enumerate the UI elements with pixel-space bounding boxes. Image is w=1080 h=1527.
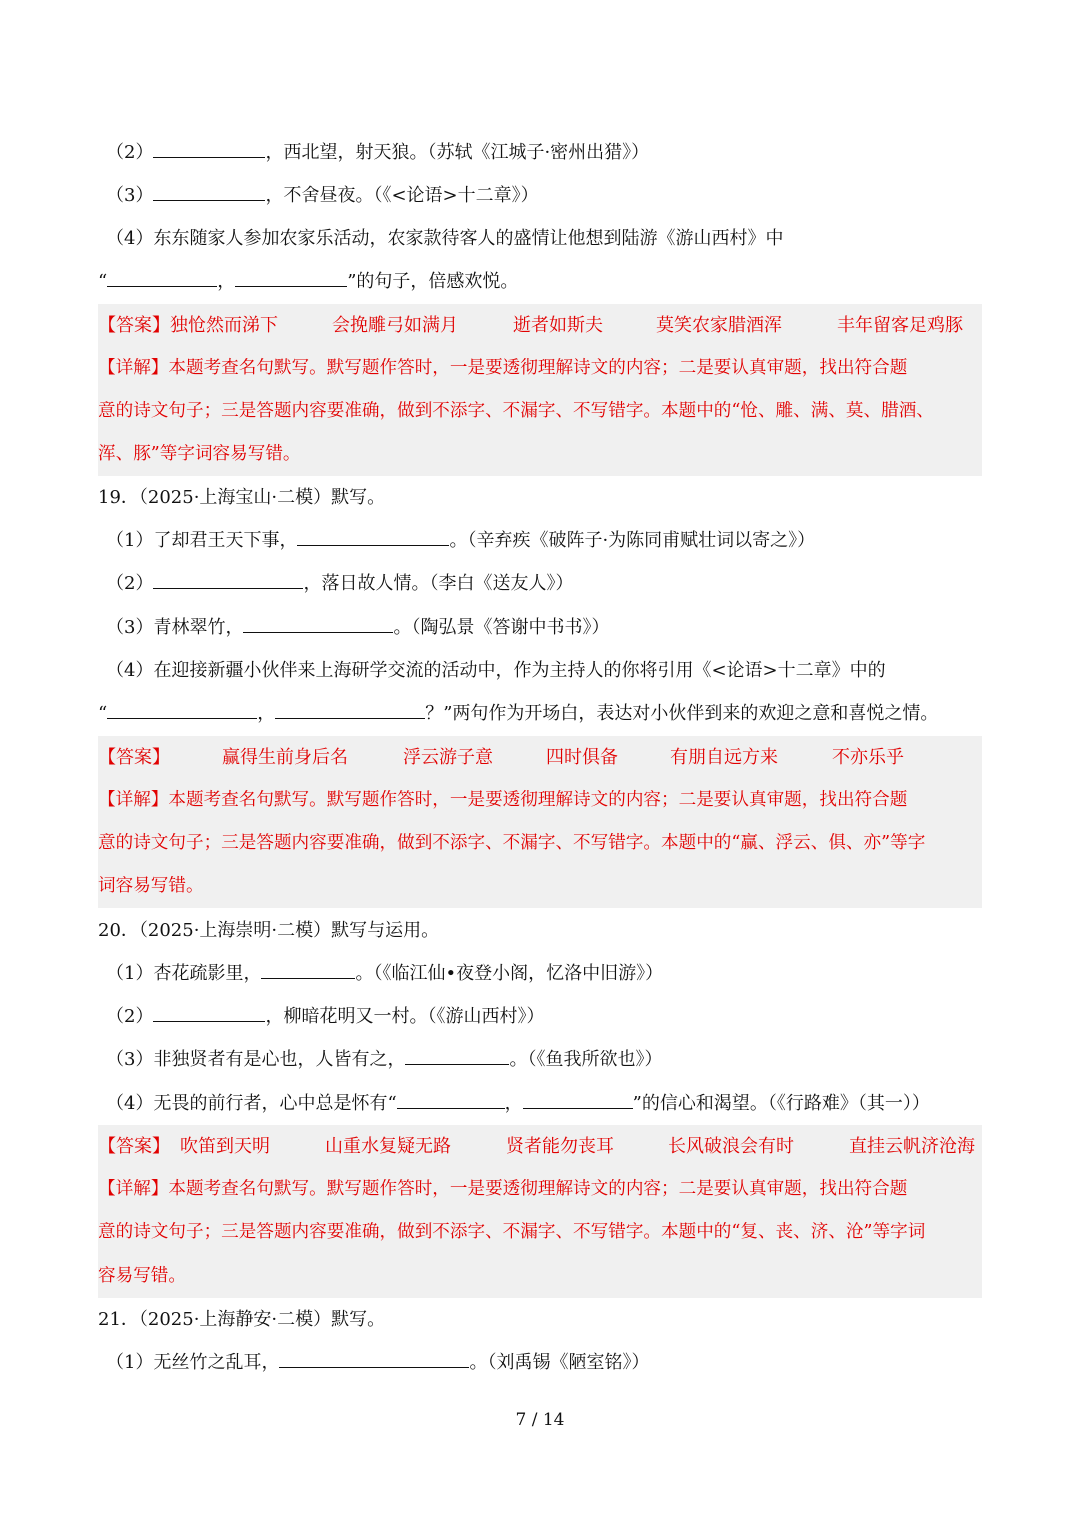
- q20-answer: 【答案】 吹笛到天明 山重水复疑无路 贤者能勿丧耳 长风破浪会有时 直挂云帆济沧海: [98, 1136, 975, 1157]
- fill-blank[interactable]: [107, 696, 257, 719]
- q20-detail-2: 意的诗文句子；三是答题内容要准确，做到不添字、不漏字、不写错字。本题中的“复、丧、济、沧”等字词: [98, 1222, 926, 1242]
- fill-blank[interactable]: [397, 1086, 505, 1109]
- fill-blank[interactable]: [153, 178, 265, 201]
- q19-item-2: （2） ，落日故人情。（李白《送友人》）: [106, 562, 990, 605]
- fill-blank[interactable]: [235, 264, 347, 287]
- fill-blank[interactable]: [153, 999, 265, 1022]
- q18-answer: 【答案】独怆然而涕下 会挽雕弓如满月 逝者如斯夫 莫笑农家腊酒浑 丰年留客足鸡豚: [98, 315, 963, 336]
- q18-item-3: （3） ，不舍昼夜。（《<论语>十二章》）: [106, 174, 990, 217]
- q19-item-3: （3）青林翠竹， 。（陶弘景《答谢中书书》）: [106, 606, 990, 649]
- fill-blank[interactable]: [153, 566, 303, 589]
- q19-answer: 【答案】 赢得生前身后名 浮云游子意 四时俱备 有朋自远方来 不亦乐乎: [98, 747, 904, 768]
- fill-blank[interactable]: [107, 264, 217, 287]
- q18-detail-3: 浑、豚”等字词容易写错。: [98, 444, 301, 464]
- q18-detail-1: 【详解】本题考查名句默写。默写题作答时，一是要透彻理解诗文的内容；二是要认真审题，找出符合题: [98, 358, 908, 378]
- q19-detail-1: 【详解】本题考查名句默写。默写题作答时，一是要透彻理解诗文的内容；二是要认真审题，找出符合题: [98, 790, 908, 810]
- q20-item-3: （3）非独贤者有是心也，人皆有之， 。（《鱼我所欲也》）: [106, 1038, 990, 1081]
- q20-title: 20．（2025·上海崇明·二模）默写与运用。: [98, 920, 440, 941]
- fill-blank[interactable]: [275, 696, 425, 719]
- q19-detail-2: 意的诗文句子；三是答题内容要准确，做到不添字、不漏字、不写错字。本题中的“赢、浮云、俱、亦”等字: [98, 833, 926, 853]
- q18-item-4: （4）东东随家人参加农家乐活动，农家款待客人的盛情让他想到陆游《游山西村》中: [106, 228, 784, 249]
- fill-blank[interactable]: [297, 523, 449, 546]
- q18-item-4-cont: “ ， ”的句子，倍感欢悦。: [98, 260, 982, 303]
- q20-item-1: （1）杏花疏影里， 。（《临江仙•夜登小阁，忆洛中旧游》）: [106, 952, 990, 995]
- q20-item-4: （4）无畏的前行者，心中总是怀有“ ， ”的信心和渴望。（《行路难》（其一））: [106, 1082, 990, 1125]
- q20-detail-1: 【详解】本题考查名句默写。默写题作答时，一是要透彻理解诗文的内容；二是要认真审题，找出符合题: [98, 1179, 908, 1199]
- q19-detail-3: 词容易写错。: [98, 876, 204, 896]
- q18-item-2: （2） ，西北望，射天狼。（苏轼《江城子·密州出猎》）: [106, 131, 990, 174]
- fill-blank[interactable]: [261, 956, 355, 979]
- q21-title: 21．（2025·上海静安·二模）默写。: [98, 1309, 386, 1330]
- q20-detail-3: 容易写错。: [98, 1266, 186, 1286]
- q19-item-4: （4）在迎接新疆小伙伴来上海研学交流的活动中，作为主持人的你将引用《<论语>十二章》中的: [106, 660, 886, 681]
- q19-item-1: （1）了却君王天下事， 。（辛弃疾《破阵子·为陈同甫赋壮词以寄之》）: [106, 519, 990, 562]
- fill-blank[interactable]: [153, 135, 265, 158]
- q19-item-4-cont: “ ， ？”两句作为开场白，表达对小伙伴到来的欢迎之意和喜悦之情。: [98, 692, 982, 735]
- q19-title: 19．（2025·上海宝山·二模）默写。: [98, 487, 386, 508]
- q21-item-1: （1）无丝竹之乱耳， 。（刘禹锡《陋室铭》）: [106, 1341, 990, 1384]
- fill-blank[interactable]: [279, 1345, 469, 1368]
- q18-detail-2: 意的诗文句子；三是答题内容要准确，做到不添字、不漏字、不写错字。本题中的“怆、雕、满、莫、腊酒、: [98, 401, 934, 421]
- fill-blank[interactable]: [523, 1086, 633, 1109]
- fill-blank[interactable]: [405, 1042, 509, 1065]
- fill-blank[interactable]: [243, 610, 393, 633]
- page-number: 7 / 14: [515, 1410, 565, 1430]
- q20-item-2: （2） ，柳暗花明又一村。（《游山西村》）: [106, 995, 990, 1038]
